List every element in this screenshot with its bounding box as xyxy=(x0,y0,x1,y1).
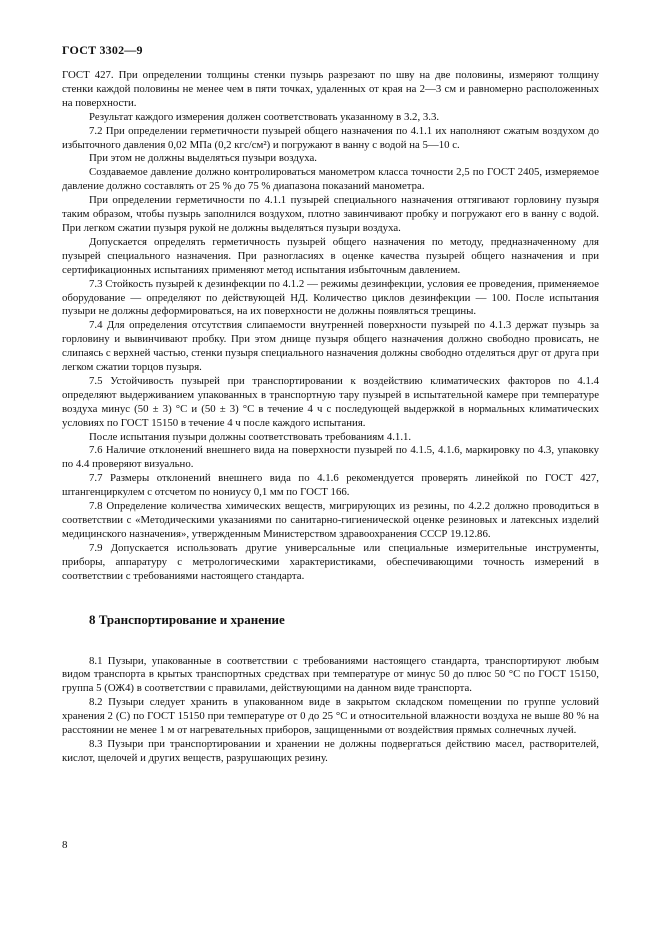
paragraph: 8.1 Пузыри, упакованные в соответствии с требованиями настоящего стандарта, транспортируют любым видом транспорта в крытых транспортных средствах при температуре от минус 50 до плюс 50 °С по ГОСТ 15150, группа 5 (ОЖ4) в соответствии с правилами, действующими на данном виде транспорта. xyxy=(62,654,599,695)
paragraph: 7.7 Размеры отклонений внешнего вида по 4.1.6 рекомендуется проверять линейкой по ГОСТ 427, штангенциркулем с отсчетом по нониусу 0,1 мм по ГОСТ 166. xyxy=(62,472,599,499)
page-number: 8 xyxy=(62,839,68,851)
paragraphs-section-7 xyxy=(62,69,599,584)
paragraph: После испытания пузыри должны соответствовать требованиям 4.1.1. xyxy=(89,430,412,443)
paragraph: 7.6 Наличие отклонений внешнего вида на поверхности пузырей по 4.1.5, 4.1.6, маркировку по 4.3, упаковку по 4.4 проверяют визуально. xyxy=(62,444,599,471)
paragraph: Допускается определять герметичность пузырей общего назначения по методу, предназначенному для пузырей специального назначения. При разногласиях в оценке качества пузырей общего назначения и при сертификационных испытаниях применяют метод испытания избыточным давлением. xyxy=(62,235,599,276)
paragraph: 7.5 Устойчивость пузырей при транспортировании к воздействию климатических факторов по 4.1.4 определяют выдерживанием упакованных в транспортную тару пузырей в испытательной камере при температуре воздуха минус (50 ± 3) °С и (50 ± 3) °С в течение 4 ч с последующей выдержкой в нормальных климатических условиях по ГОСТ 15150 в течение 4 ч после каждого испытания. xyxy=(62,374,599,429)
paragraph: 8.2 Пузыри следует хранить в упакованном виде в закрытом складском помещении по группе условий хранения 2 (С) по ГОСТ 15150 при температуре от 0 до 25 °С и относительной влажности воздуха не выше 80 % на расстоянии не менее 1 м от нагревательных приборов, защищенными от воздействия прямых солнечных лучей. xyxy=(62,696,599,737)
document-body xyxy=(62,69,599,766)
paragraph: Создаваемое давление должно контролироваться манометром класса точности 2,5 по ГОСТ 2405, измеряемое давление должно составлять от 25 % до 75 % диапазона показаний манометра. xyxy=(62,166,599,193)
paragraph: 7.8 Определение количества химических веществ, мигрирующих из резины, по 4.2.2 должно проводиться в соответствии с «Методическими указаниями по санитарно-гигиенической оценке резиновых и латексных изделий медицинского назначения», утвержденным Министерством здравоохранения СССР 19.12.86. xyxy=(62,500,599,540)
section-title: 8 Транспортирование и хранение xyxy=(89,611,285,627)
paragraph: 7.4 Для определения отсутствия слипаемости внутренней поверхности пузырей по 4.1.3 держат пузырь за горловину и вывинчивают пробку. При этом днище пузыря общего назначения должно свободно провисать, не слипаясь с верхней частью, стенки пузыря специального назначения должны свободно отделяться друг от друга при легком сжатии торцов пузыря. xyxy=(62,319,599,374)
paragraph: 7.2 При определении герметичности пузырей общего назначения по 4.1.1 их наполняют сжатым воздухом до избыточного давления 0,02 МПа (0,2 кгс/см²) и погружают в ванну с водой на 5—10 с. xyxy=(62,124,599,151)
paragraph: ГОСТ 427. При определении толщины стенки пузырь разрезают по шву на две половины, измеряют толщину стенки каждой половины не менее чем в пяти точках, удаленных от края на 2—3 см и равномерно расположенных на поверхности. xyxy=(62,69,599,109)
paragraph: Результат каждого измерения должен соответствовать указанному в 3.2, 3.3. xyxy=(89,110,440,123)
paragraph: 8.3 Пузыри при транспортировании и хранении не должны подвергаться действию масел, растворителей, кислот, щелочей и других веществ, разрушающих резину. xyxy=(62,737,599,764)
paragraph: 7.9 Допускается использовать другие универсальные или специальные измерительные инструменты, приборы, аппаратуру с метрологическими характеристиками, обеспечивающими точность измерений в соответствии с требованиями настоящего стандарта. xyxy=(62,541,599,582)
document-header: ГОСТ 3302—9 xyxy=(62,43,143,57)
paragraph: 7.3 Стойкость пузырей к дезинфекции по 4.1.2 — режимы дезинфекции, условия ее проведения, применяемое оборудование — определяют по действующей НД. Количество циклов дезинфекции — 100. После испытания пузыри не должны деформироваться, на их поверхности не должны появляться трещины. xyxy=(62,277,599,318)
paragraphs-section-8 xyxy=(62,655,599,766)
paragraph: При определении герметичности по 4.1.1 пузырей специального назначения оттягивают горловину пузыря таким образом, чтобы пузырь заполнился воздухом, плотно завинчивают пробку и погружают его в ванну с водой. При легком сжатии пузыря рукой не должны выделяться пузыри воздуха. xyxy=(62,194,599,234)
paragraph: При этом не должны выделяться пузыри воздуха. xyxy=(89,152,317,165)
